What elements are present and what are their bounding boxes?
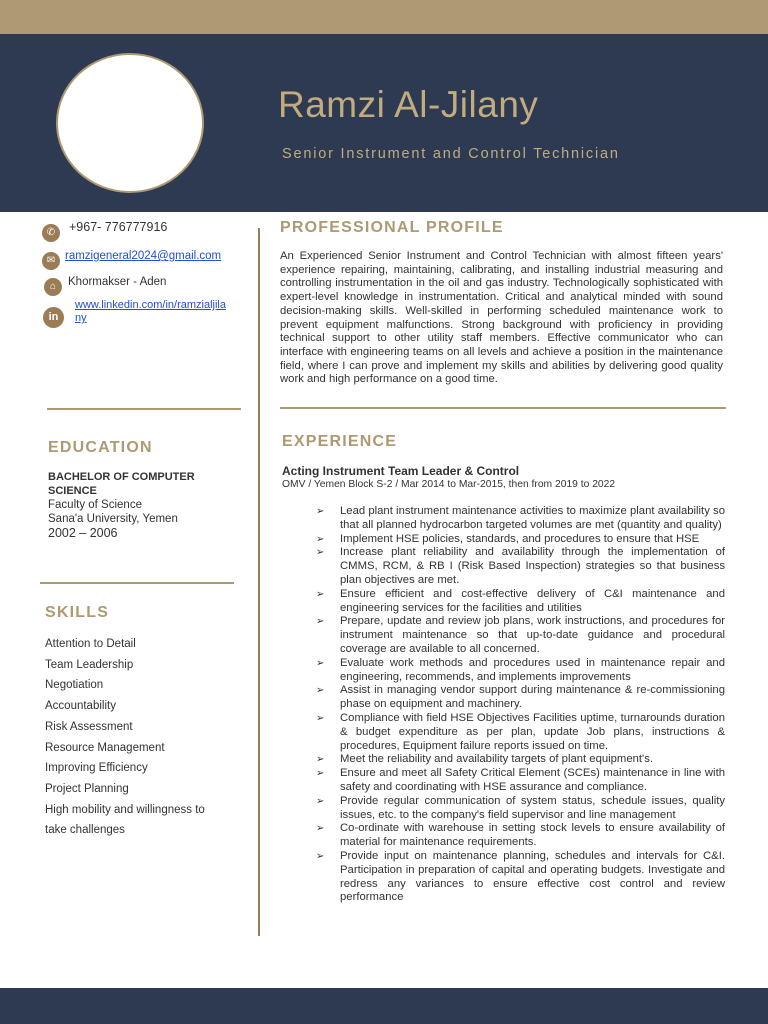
left-divider-1 — [47, 408, 241, 410]
skill-item: Resource Management — [45, 741, 165, 754]
profile-heading: PROFESSIONAL PROFILE — [280, 219, 504, 236]
skills-heading: SKILLS — [45, 604, 110, 621]
responsibility-item: ➢ Evaluate work methods and procedures used in maintenance repair and engineering, recommends, and implements improvements — [316, 657, 725, 685]
bottom-accent-bar — [0, 988, 768, 1024]
education-university: Sana'a University, Yemen — [48, 513, 178, 525]
profile-photo-placeholder — [56, 53, 204, 193]
responsibility-item: ➢ Implement HSE policies, standards, and procedures to ensure that HSE — [316, 533, 725, 547]
email-link[interactable]: ramzigeneral2024@gmail.com — [65, 250, 222, 262]
responsibility-item: ➢ Ensure efficient and cost-effective delivery of C&I maintenance and engineering services for the facilities and utilities — [316, 588, 725, 616]
responsibility-item: ➢ Meet the reliability and availability targets of plant equipment's. — [316, 753, 725, 767]
skills-list — [45, 634, 235, 841]
skill-item: Attention to Detail — [45, 638, 136, 650]
skill-item: Team Leadership — [45, 658, 134, 671]
responsibility-item: ➢ Increase plant reliability and availability through the implementation of CMMS, RCM, & RB I (Risk Based Inspection) strategies so that business plan objectives are met. — [316, 546, 725, 587]
job-title: Acting Instrument Team Leader & Control — [282, 464, 520, 478]
column-divider — [258, 228, 260, 936]
education-block — [48, 470, 228, 540]
responsibility-item: ➢ Co-ordinate with warehouse in setting stock levels to ensure availability of material for maintenance requirements. — [316, 822, 725, 850]
education-heading: EDUCATION — [48, 439, 153, 456]
candidate-title: Senior Instrument and Control Technician — [282, 146, 620, 162]
address-text: Khormakser - Aden — [68, 276, 167, 288]
responsibility-item: ➢ Assist in managing vendor support during maintenance & re-commissioning phase on equipment and machinery. — [316, 684, 725, 712]
profile-text: An Experienced Senior Instrument and Control Technician with almost fifteen years' experience repairing, maintaining, calibrating, and installing industrial measuring and controlling instrumentation in the oil and gas industry. Technologically sophisticated with expert-level knowledge in instrumentation. Critical and analytical minded with sound decision-making skills. Well-skilled in performing scheduled maintenance work to prevent equipment malfunctions. Strong background with proficiency in providing technical support to other utility staff members. Effective communicator who can interface with engineering teams on all levels and achieve a position in the maintenance field, where I can prove and implement my skills and abilities by delivering good quality work and high performance on a good time. — [280, 250, 723, 386]
phone-text: +967- 776777916 — [69, 220, 168, 234]
home-icon: ⌂ — [44, 278, 62, 296]
skill-item: High mobility and willingness to take challenges — [45, 803, 205, 837]
responsibility-item: ➢ Compliance with field HSE Objectives Facilities uptime, turnarounds duration & budget expenditure as per plan, update Job plans, instructions & procedures, Equipment failure reports issued on time. — [316, 712, 725, 753]
skill-item: Negotiation — [45, 679, 104, 692]
linkedin-link[interactable] — [75, 299, 226, 325]
experience-heading: EXPERIENCE — [282, 433, 398, 450]
candidate-name: Ramzi Al-Jilany — [278, 84, 539, 125]
education-faculty: Faculty of Science — [48, 499, 142, 511]
left-divider-2 — [40, 582, 234, 584]
phone-icon: ✆ — [42, 224, 60, 242]
skill-item: Improving Efficiency — [45, 762, 148, 775]
skill-item: Accountability — [45, 700, 116, 713]
responsibility-item: ➢ Lead plant instrument maintenance activities to maximize plant availability so that all planned hydrocarbon targeted volumes are met (quantity and quality) — [316, 505, 725, 533]
profile-divider — [280, 407, 726, 409]
skill-item: Project Planning — [45, 782, 129, 795]
education-degree: BACHELOR OF COMPUTER SCIENCE — [48, 471, 195, 497]
linkedin-line-2[interactable]: ny — [75, 312, 87, 324]
linkedin-icon: in — [43, 307, 64, 328]
education-years: 2002 – 2006 — [48, 526, 118, 540]
skill-item: Risk Assessment — [45, 720, 133, 733]
linkedin-line-1[interactable]: www.linkedin.com/in/ramzialjila — [75, 299, 226, 311]
responsibility-item: ➢ Prepare, update and review job plans, work instructions, and procedures for instrument maintenance so that up-to-date guidance and procedural coverage are available to all concerned. — [316, 615, 725, 656]
responsibility-item: ➢ Ensure and meet all Safety Critical Element (SCEs) maintenance in line with safety and coordinating with HSE assurance and compliance. — [316, 767, 725, 795]
responsibility-item: ➢ Provide regular communication of system status, schedule issues, quality issues, etc. to the company's field supervisor and line management — [316, 795, 725, 823]
responsibilities-list — [316, 505, 725, 905]
top-accent-bar — [0, 0, 768, 34]
responsibility-item: ➢ Provide input on maintenance planning, schedules and intervals for C&I. Participation in preparation of capital and operating budgets. Investigate and redress any variances to ensure effective cost control and review performance — [316, 850, 725, 905]
job-details: OMV / Yemen Block S-2 / Mar 2014 to Mar-2015, then from 2019 to 2022 — [282, 479, 616, 490]
email-icon: ✉ — [42, 252, 60, 270]
